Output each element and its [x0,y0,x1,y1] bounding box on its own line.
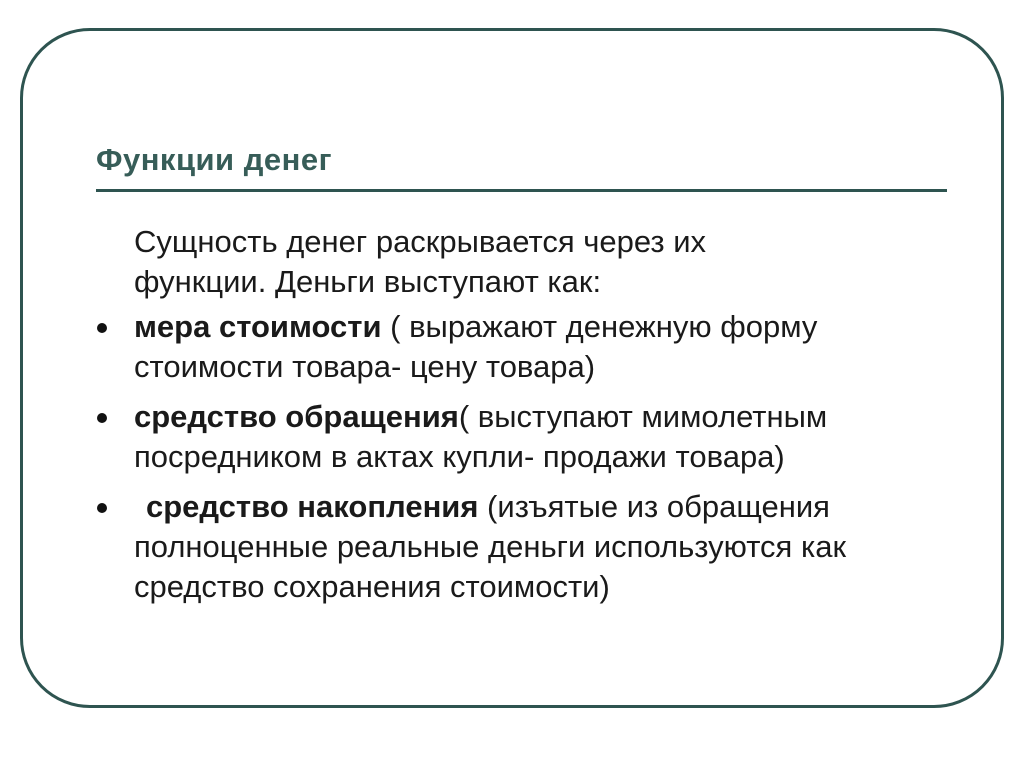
bullet-dot-icon [97,413,107,423]
function-term: средство накопления [146,489,479,524]
intro-paragraph [94,222,894,302]
functions-list [94,307,894,607]
intro-line-1: Сущность денег раскрывается через их [134,224,707,259]
title-divider [96,189,947,192]
list-item-medium-of-exchange [94,397,894,477]
function-description: (изъятые из обращения полноценные реальные деньги используются как средство сохранения стоимости) [134,489,847,604]
function-description: ( выражают денежную форму стоимости товара- цену товара) [134,309,818,384]
slide-body [94,222,894,617]
list-item-measure-of-value [94,307,894,387]
function-term: мера стоимости [134,309,382,344]
function-term: средство обращения [134,399,459,434]
bullet-dot-icon [97,323,107,333]
function-description: ( выступают мимолетным посредником в актах купли- продажи товара) [134,399,828,474]
bullet-dot-icon [97,503,107,513]
slide-title: Функции денег [96,142,333,177]
list-item-store-of-value [94,487,894,607]
intro-line-2: функции. Деньги выступают как: [134,264,602,299]
